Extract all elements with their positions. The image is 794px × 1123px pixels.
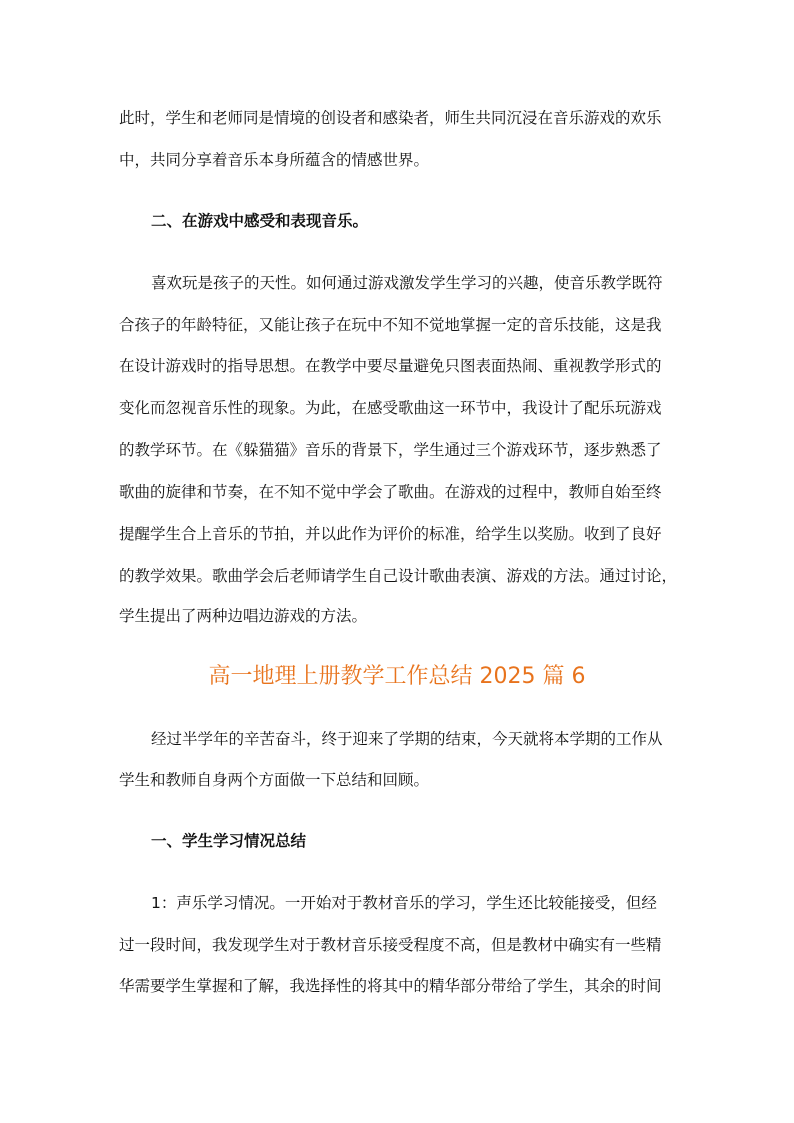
paragraph-line: 的教学环节。在《躲猫猫》音乐的背景下，学生通过三个游戏环节，逐步熟悉了 — [119, 441, 662, 459]
paragraph-line: 学生提出了两种边唱边游戏的方法。 — [119, 607, 368, 625]
section-heading: 二、在游戏中感受和表现音乐。 — [151, 212, 369, 230]
paragraph-line: 华需要学生掌握和了解，我选择性的将其中的精华部分带给了学生，其余的时间 — [119, 977, 662, 995]
paragraph-line: 1：声乐学习情况。一开始对于教材音乐的学习，学生还比较能接受，但经 — [151, 894, 657, 912]
paragraph-line: 学生和教师自身两个方面做一下总结和回顾。 — [119, 771, 430, 789]
paragraph-line: 合孩子的年龄特征，又能让孩子在玩中不知不觉地掌握一定的音乐技能，这是我 — [119, 316, 662, 334]
paragraph-line: 中，共同分享着音乐本身所蕴含的情感世界。 — [119, 151, 430, 169]
paragraph-line: 变化而忽视音乐性的现象。为此，在感受歌曲这一环节中，我设计了配乐玩游戏 — [119, 399, 662, 417]
paragraph-line: 经过半学年的辛苦奋斗，终于迎来了学期的结束，今天就将本学期的工作从 — [151, 730, 663, 748]
paragraph-line: 的教学效果。歌曲学会后老师请学生自己设计歌曲表演、游戏的方法。通过讨论， — [119, 567, 678, 585]
paragraph-line: 在设计游戏时的指导思想。在教学中要尽量避免只图表面热闹、重视教学形式的 — [119, 357, 662, 375]
paragraph-line: 过一段时间，我发现学生对于教材音乐接受程度不高，但是教材中确实有一些精 — [119, 936, 662, 954]
paragraph-line: 此时，学生和老师同是情境的创设者和感染者，师生共同沉浸在音乐游戏的欢乐 — [119, 109, 662, 127]
paragraph-line: 喜欢玩是孩子的天性。如何通过游戏激发学生学习的兴趣，使音乐教学既符 — [151, 274, 663, 292]
paragraph-line: 歌曲的旋律和节奏，在不知不觉中学会了歌曲。在游戏的过程中，教师自始至终 — [119, 483, 662, 501]
article-title: 高一地理上册教学工作总结 2025 篇 6 — [208, 664, 586, 689]
paragraph-line: 提醒学生合上音乐的节拍，并以此作为评价的标准，给学生以奖励。收到了良好 — [119, 525, 662, 543]
section-heading: 一、学生学习情况总结 — [151, 832, 307, 850]
